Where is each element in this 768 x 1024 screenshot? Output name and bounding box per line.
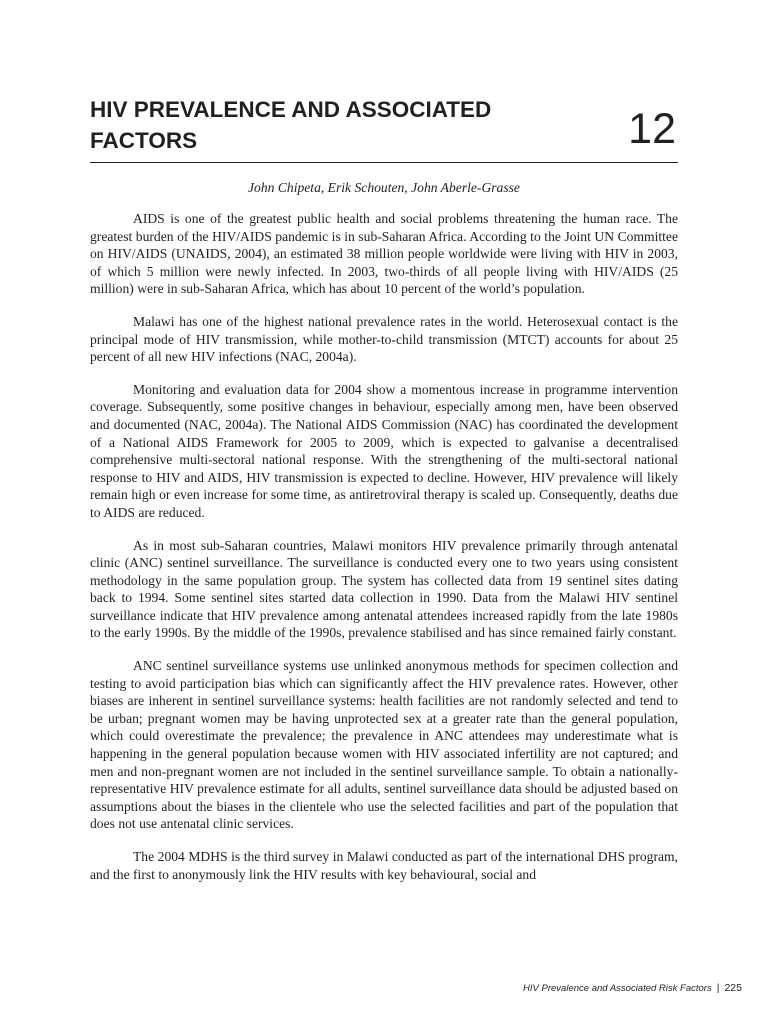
footer-separator: |	[716, 982, 720, 994]
running-title: HIV Prevalence and Associated Risk Factors	[523, 983, 712, 994]
body-text	[90, 210, 678, 898]
paragraph: Monitoring and evaluation data for 2004 show a momentous increase in programme intervention coverage. Subsequently, some positive changes in behaviour, especially among men, have been observed and documented (NAC, 2004a). The National AIDS Commission (NAC) has coordinated the development of a National AIDS Framework for 2005 to 2009, which is expected to galvanise a decentralised comprehensive multi-sectoral national response. With the strengthening of the multi-sectoral national response to HIV and AIDS, HIV transmission is expected to decline. However, HIV prevalence will likely remain high or even increase for some time, as antiretroviral therapy is scaled up. Consequently, deaths due to AIDS are reduced.	[90, 381, 678, 520]
chapter-header	[90, 94, 678, 156]
paragraph: AIDS is one of the greatest public health and social problems threatening the human race. The greatest burden of the HIV/AIDS pandemic is in sub-Saharan Africa. According to the Joint UN Committee on HIV/AIDS (UNAIDS, 2004), an estimated 38 million people worldwide were living with HIV in 2003, of which 5 million were newly infected. In 2003, two-thirds of all people living with HIV/AIDS (25 million) were in sub-Saharan Africa, which has about 10 percent of the world’s population.	[90, 211, 678, 297]
paragraph: Malawi has one of the highest national prevalence rates in the world. Heterosexual contact is the principal mode of HIV transmission, while mother-to-child transmission (MTCT) accounts for about 25 percent of all new HIV infections (NAC, 2004a).	[90, 313, 678, 365]
header-rule	[90, 162, 678, 163]
chapter-title: HIV PREVALENCE AND ASSOCIATED FACTORS	[90, 97, 492, 153]
chapter-number: 12	[628, 105, 676, 153]
chapter-authors: John Chipeta, Erik Schouten, John Aberle-Grasse	[248, 180, 520, 195]
paragraph: ANC sentinel surveillance systems use unlinked anonymous methods for specimen collection and testing to avoid participation bias which can significantly affect the HIV prevalence rates. However, other biases are inherent in sentinel surveillance systems: health facilities are not randomly selected and tend to be urban; pregnant women may be having unprotected sex at a greater rate than the general population, which could overestimate the prevalence; the prevalence in ANC attendees may underestimate what is happening in the general population because women with HIV associated infertility are not captured; and men and non-pregnant women are not included in the sentinel surveillance sample. To obtain a nationally-representative HIV prevalence estimate for all adults, sentinel surveillance data should be adjusted based on assumptions about the biases in the clientele who use the selected facilities and part of the population that does not use antenatal clinic services.	[90, 658, 678, 832]
page-number: 225	[724, 982, 742, 994]
paragraph: As in most sub-Saharan countries, Malawi monitors HIV prevalence primarily through antenatal clinic (ANC) sentinel surveillance. The surveillance is conducted every one to two years using consistent methodology in the same population group. The system has collected data from 19 sentinel sites dating back to 1994. Some sentinel sites started data collection in 1990. Data from the Malawi HIV sentinel surveillance indicate that HIV prevalence among antenatal attendees increased rapidly from the late 1980s to the early 1990s. By the middle of the 1990s, prevalence stabilised and has since remained fairly constant.	[90, 537, 678, 641]
paragraph: The 2004 MDHS is the third survey in Malawi conducted as part of the international DHS program, and the first to anonymously link the HIV results with key behavioural, social and	[90, 849, 678, 882]
page-footer	[523, 981, 742, 996]
